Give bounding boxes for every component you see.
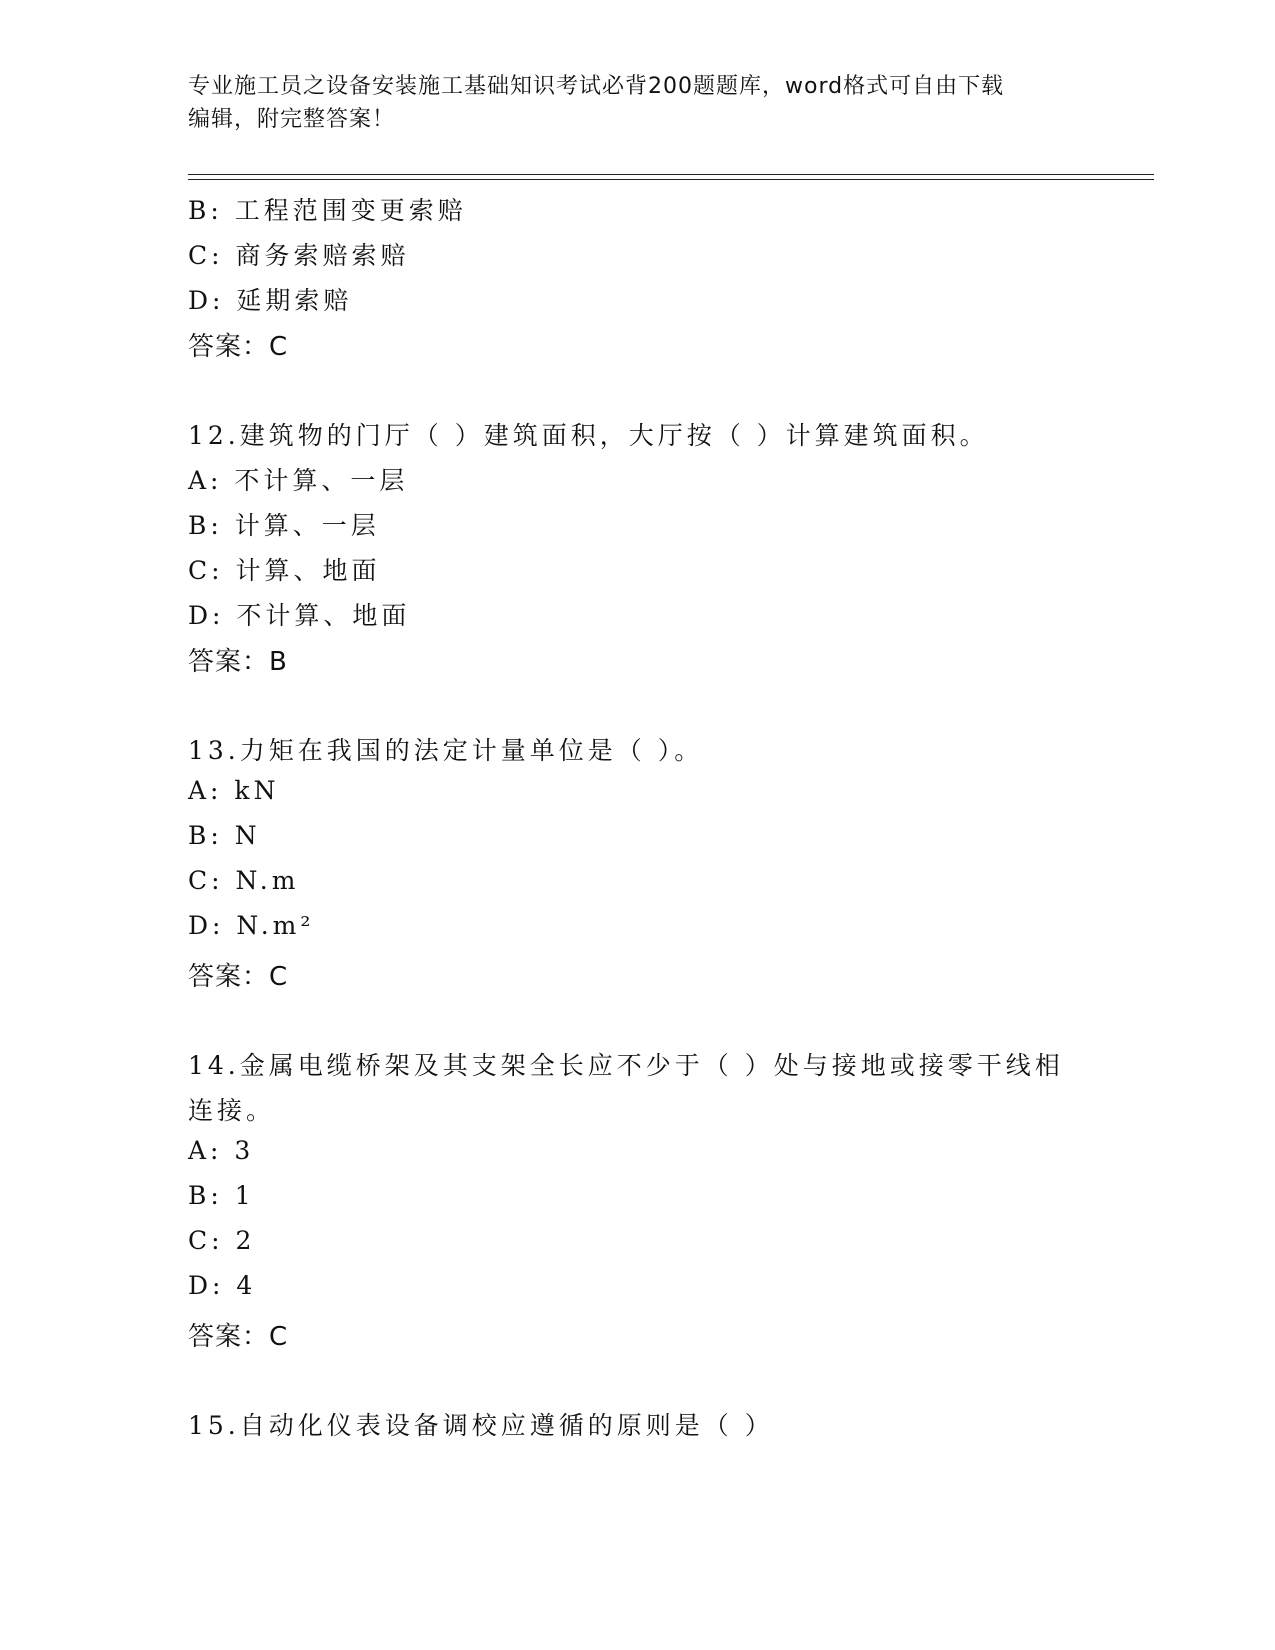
q13-stem: 13.力矩在我国的法定计量单位是（ ）。 [188,736,704,765]
prev-option-c: C: 商务索赔索赔 [188,241,410,270]
header-line-2: 编辑，附完整答案！ [188,107,396,132]
q12-stem: 12.建筑物的门厅（ ）建筑面积，大厅按（ ）计算建筑面积。 [188,421,989,450]
header-rule-top [188,174,1154,175]
q12-option-b: B: 计算、一层 [188,511,380,540]
q12-option-a: A: 不计算、一层 [188,466,409,495]
q14-stem-line-2: 连接。 [188,1096,276,1125]
document-header [188,70,1088,136]
q13-answer: 答案：C [188,962,289,992]
q14-answer: 答案：C [188,1322,289,1352]
q12-answer: 答案：B [188,647,288,677]
q14-option-d: D: 4 [188,1271,257,1300]
q12-option-d: D: 不计算、地面 [188,601,411,630]
q14-option-b: B: 1 [188,1181,255,1210]
prev-option-b: B: 工程范围变更索赔 [188,196,467,225]
prev-answer: 答案：C [188,332,289,362]
q14-option-a: A: 3 [188,1136,255,1165]
q13-option-c: C: N.m [188,866,300,895]
q14-option-c: C: 2 [188,1226,256,1255]
prev-option-d: D: 延期索赔 [188,286,353,315]
header-rule-bottom [188,179,1154,180]
q13-option-b: B: N [188,821,261,850]
header-line-1: 专业施工员之设备安装施工基础知识考试必背200题题库，word格式可自由下载 [188,74,1005,99]
q13-option-a: A: kN [188,776,280,805]
q14-stem-line-1: 14.金属电缆桥架及其支架全长应不少于（ ）处与接地或接零干线相 [188,1051,1064,1080]
q15-stem: 15.自动化仪表设备调校应遵循的原则是（ ） [188,1411,774,1440]
q12-option-c: C: 计算、地面 [188,556,381,585]
q13-option-d: D: N.m² [188,911,315,940]
